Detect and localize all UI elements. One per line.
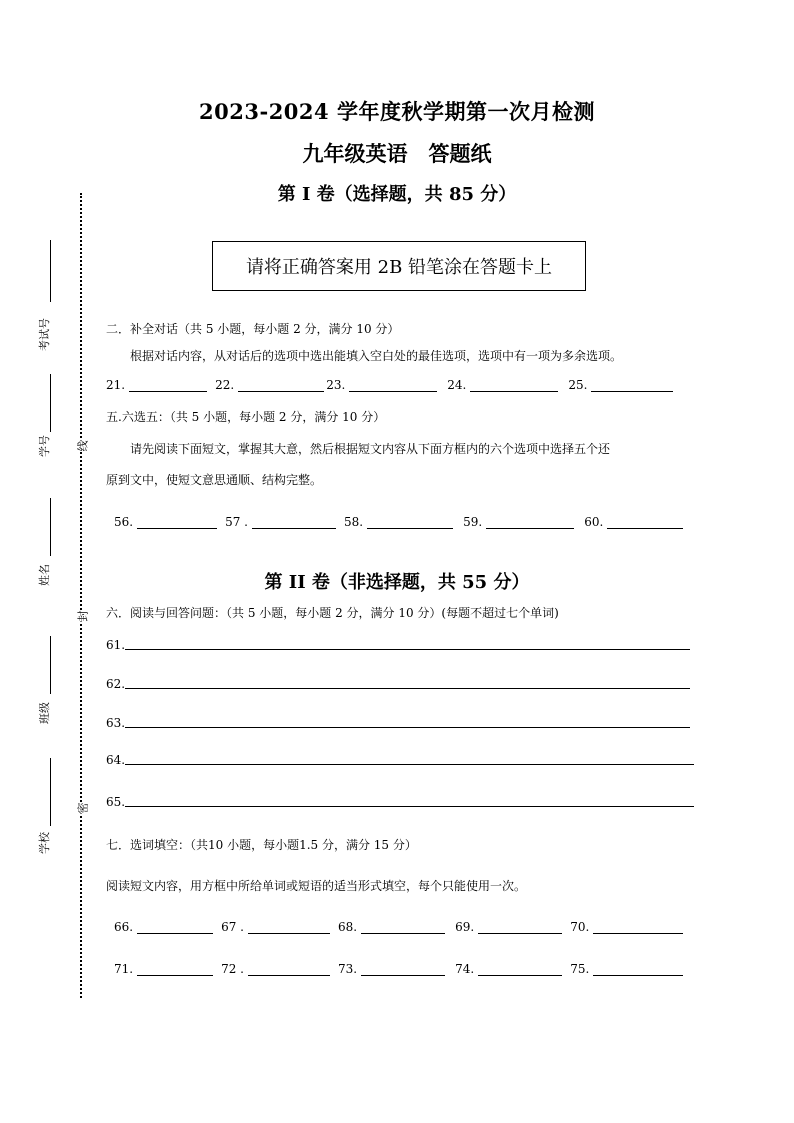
section-7-answer-row-1 — [114, 920, 683, 934]
q57-label: 57 . — [225, 515, 248, 529]
q62-label: 62. — [106, 677, 126, 691]
q65-row — [106, 795, 694, 809]
name-rule — [50, 498, 51, 556]
q70-label: 70. — [570, 920, 590, 934]
class-rule — [50, 636, 51, 694]
q24-blank[interactable] — [470, 379, 558, 392]
q66-blank[interactable] — [137, 921, 213, 934]
q72-blank[interactable] — [248, 963, 330, 976]
class-label: 班级 — [38, 702, 51, 724]
section-2-heading: 二．补全对话（共 5 小题，每小题 2 分，满分 10 分） — [106, 322, 400, 336]
q24-label: 24. — [447, 378, 467, 392]
q58-label: 58. — [344, 515, 364, 529]
q66-label: 66. — [114, 920, 134, 934]
q21-blank[interactable] — [129, 379, 207, 392]
school-label: 学校 — [38, 832, 51, 854]
q70-blank[interactable] — [593, 921, 683, 934]
q60-blank[interactable] — [607, 516, 683, 529]
q64-row — [106, 753, 694, 767]
exam-no-rule — [50, 240, 51, 302]
q75-blank[interactable] — [593, 963, 683, 976]
section-5-instruction-line1: 请先阅读下面短文，掌握其大意，然后根据短文内容从下面方框内的六个选项中选择五个还 — [130, 442, 611, 456]
student-no-label: 学号 — [38, 435, 51, 457]
q61-answer-line[interactable] — [125, 649, 690, 650]
q25-blank[interactable] — [591, 379, 673, 392]
q69-blank[interactable] — [478, 921, 562, 934]
volume-2-title: 第 II 卷（非选择题，共 55 分） — [264, 572, 530, 593]
q65-label: 65. — [106, 795, 126, 809]
binding-mark-mi: 密 — [76, 802, 90, 814]
q56-label: 56. — [114, 515, 134, 529]
q25-label: 25. — [568, 378, 588, 392]
q63-label: 63. — [106, 716, 126, 730]
section-7-answer-row-2 — [114, 962, 683, 976]
q62-answer-line[interactable] — [125, 688, 690, 689]
q61-label: 61. — [106, 638, 126, 652]
q65-answer-line[interactable] — [125, 806, 694, 807]
q62-row — [106, 677, 690, 691]
q22-blank[interactable] — [238, 379, 324, 392]
q60-label: 60. — [584, 515, 604, 529]
student-no-rule — [50, 374, 51, 432]
q57-blank[interactable] — [252, 516, 336, 529]
school-rule — [50, 758, 51, 826]
name-label: 姓名 — [38, 564, 51, 586]
section-2-answer-row — [106, 378, 673, 392]
section-7-heading: 七．选词填空：（共10 小题，每小题1.5 分，满分 15 分） — [106, 838, 417, 852]
q23-label: 23. — [326, 378, 346, 392]
q74-label: 74. — [455, 962, 475, 976]
exam-no-label: 考试号 — [38, 318, 51, 351]
q63-answer-line[interactable] — [125, 727, 690, 728]
q67-label: 67 . — [221, 920, 244, 934]
exam-title: 2023-2024 学年度秋学期第一次月检测 — [199, 99, 595, 124]
section-5-heading: 五.六选五：（共 5 小题，每小题 2 分，满分 10 分） — [106, 410, 386, 424]
notice-box — [212, 241, 586, 291]
q73-blank[interactable] — [361, 963, 445, 976]
q59-blank[interactable] — [486, 516, 574, 529]
notice-text: 请将正确答案用 2B 铅笔涂在答题卡上 — [245, 257, 553, 278]
q68-blank[interactable] — [361, 921, 445, 934]
section-2-instruction: 根据对话内容，从对话后的选项中选出能填入空白处的最佳选项，选项中有一项为多余选项。 — [130, 349, 623, 363]
q72-label: 72 . — [221, 962, 244, 976]
q56-blank[interactable] — [137, 516, 217, 529]
section-7-instruction: 阅读短文内容，用方框中所给单词或短语的适当形式填空，每个只能使用一次。 — [106, 879, 527, 893]
section-5-instruction-line2: 原到文中，使短文意思通顺、结构完整。 — [106, 473, 323, 487]
q64-label: 64. — [106, 753, 126, 767]
q64-answer-line[interactable] — [125, 764, 694, 765]
section-5-answer-row — [114, 515, 683, 529]
answer-sheet-title: 九年级英语 答题纸 — [302, 141, 492, 166]
q22-label: 22. — [215, 378, 235, 392]
q75-label: 75. — [570, 962, 590, 976]
q67-blank[interactable] — [248, 921, 330, 934]
binding-mark-xian: 线 — [76, 440, 90, 452]
q73-label: 73. — [338, 962, 358, 976]
q74-blank[interactable] — [478, 963, 562, 976]
q21-label: 21. — [106, 378, 126, 392]
q71-label: 71. — [114, 962, 134, 976]
q61-row — [106, 638, 690, 652]
q63-row — [106, 716, 690, 730]
q68-label: 68. — [338, 920, 358, 934]
binding-dotted-line — [80, 193, 82, 998]
q23-blank[interactable] — [349, 379, 437, 392]
binding-mark-feng: 封 — [76, 610, 90, 622]
q69-label: 69. — [455, 920, 475, 934]
q59-label: 59. — [463, 515, 483, 529]
q58-blank[interactable] — [367, 516, 453, 529]
volume-1-title: 第 I 卷（选择题，共 85 分） — [277, 184, 517, 205]
q71-blank[interactable] — [137, 963, 213, 976]
section-6-heading: 六．阅读与回答问题：（共 5 小题，每小题 2 分，满分 10 分）(每题不超过七个单词) — [106, 606, 559, 620]
